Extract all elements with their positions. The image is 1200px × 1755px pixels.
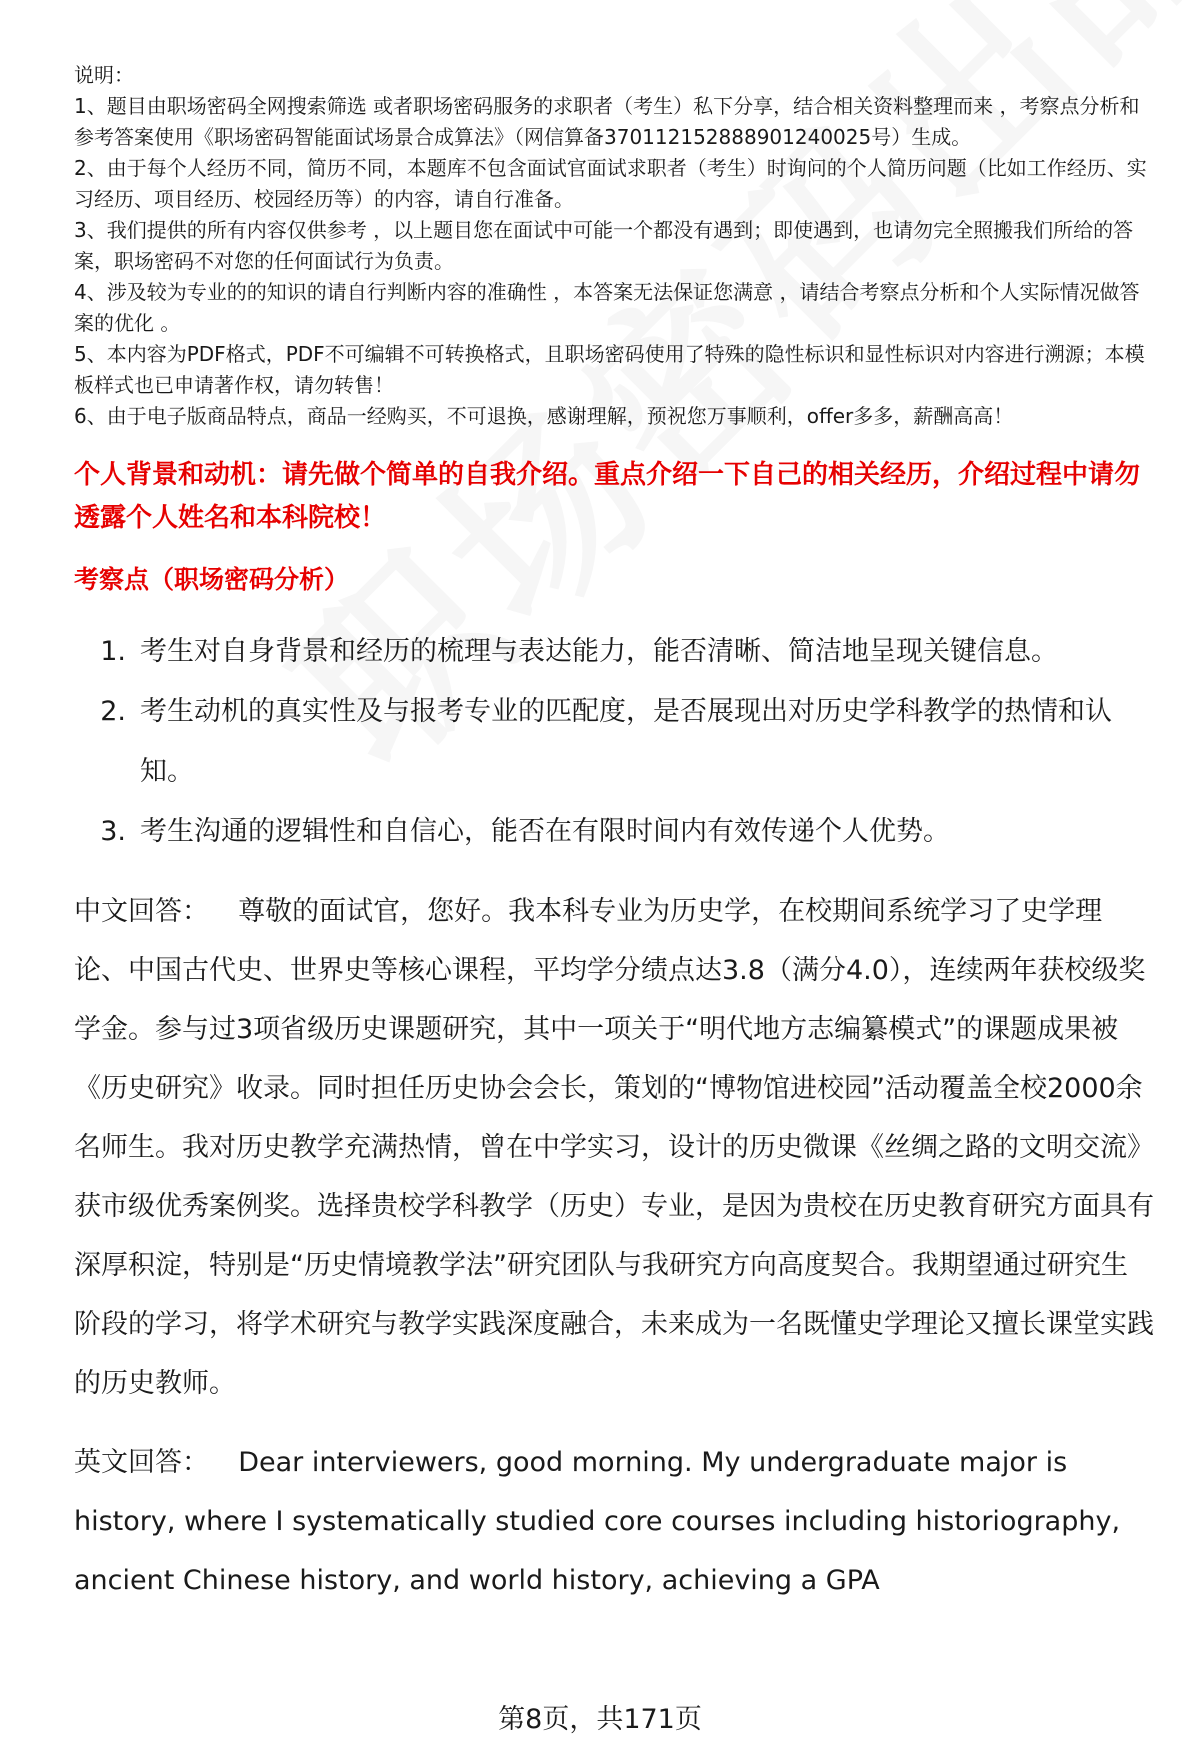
point-number: 3. xyxy=(100,816,126,847)
chinese-answer-label: 中文回答： xyxy=(74,896,209,927)
notes-section xyxy=(74,60,1154,432)
analysis-title: 考察点（职场密码分析） xyxy=(74,565,350,594)
analysis-point xyxy=(74,622,1154,682)
notes-item: 2、由于每个人经历不同，简历不同，本题库不包含面试官面试求职者（考生）时询问的个人简历问题（比如工作经历、实习经历、项目经历、校园经历等）的内容，请自行准备。 xyxy=(74,156,1147,211)
notes-item: 3、我们提供的所有内容仅供参考 ，以上题目您在面试中可能一个都没有遇到；即使遇到，也请勿完全照搬我们所给的答案，职场密码不对您的任何面试行为负责。 xyxy=(74,218,1134,273)
point-text: 考生对自身背景和经历的梳理与表达能力，能否清晰、简洁地呈现关键信息。 xyxy=(140,636,1058,667)
point-text: 考生沟通的逻辑性和自信心，能否在有限时间内有效传递个人优势。 xyxy=(140,816,950,847)
notes-item: 1、题目由职场密码全网搜索筛选 或者职场密码服务的求职者（考生）私下分享，结合相关资料整理而来 ，考察点分析和参考答案使用《职场密码智能面试场景合成算法》（网信算备370112152888901240025号）生成。 xyxy=(74,94,1140,149)
document-page xyxy=(74,60,1154,1610)
page-footer: 第8页，共171页 xyxy=(498,1704,702,1735)
english-answer-text: Dear interviewers, good morning. My undergraduate major is history, where I systematically studied core courses including historiography, ancient Chinese history, and world history, achieving a GPA xyxy=(74,1447,1121,1596)
notes-item: 5、本内容为PDF格式，PDF不可编辑不可转换格式，且职场密码使用了特殊的隐性标识和显性标识对内容进行溯源；本模板样式也已申请著作权，请勿转售！ xyxy=(74,342,1145,397)
analysis-point xyxy=(74,802,1154,862)
point-text: 考生动机的真实性及与报考专业的匹配度，是否展现出对历史学科教学的热情和认知。 xyxy=(140,696,1112,787)
chinese-answer xyxy=(74,882,1154,1413)
point-number: 1. xyxy=(100,636,126,667)
notes-item: 6、由于电子版商品特点，商品一经购买，不可退换，感谢理解，预祝您万事顺利，offer多多，薪酬高高！ xyxy=(74,404,1014,428)
english-answer-label: 英文回答： xyxy=(74,1447,209,1478)
chinese-answer-text: 尊敬的面试官，您好。我本科专业为历史学，在校期间系统学习了史学理论、中国古代史、世界史等核心课程，平均学分绩点达3.8（满分4.0），连续两年获校级奖学金。参与过3项省级历史课题研究，其中一项关于“明代地方志编纂模式”的课题成果被《历史研究》收录。同时担任历史协会会长，策划的“博物馆进校园”活动覆盖全校2000余名师生。我对历史教学充满热情，曾在中学实习，设计的历史微课《丝绸之路的文明交流》获市级优秀案例奖。选择贵校学科教学（历史）专业，是因为贵校在历史教育研究方面具有深厚积淀，特别是“历史情境教学法”研究团队与我研究方向高度契合。我期望通过研究生阶段的学习，将学术研究与教学实践深度融合，未来成为一名既懂史学理论又擅长课堂实践的历史教师。 xyxy=(74,896,1154,1399)
english-answer xyxy=(74,1433,1154,1610)
analysis-point xyxy=(74,682,1154,802)
question-heading: 个人背景和动机：请先做个简单的自我介绍。重点介绍一下自己的相关经历，介绍过程中请勿透露个人姓名和本科院校！ xyxy=(74,460,1141,533)
point-number: 2. xyxy=(100,696,126,727)
notes-title: 说明： xyxy=(74,63,134,87)
notes-item: 4、涉及较为专业的的知识的请自行判断内容的准确性 ，本答案无法保证您满意 ，请结合考察点分析和个人实际情况做答案的优化 。 xyxy=(74,280,1140,335)
analysis-points-list xyxy=(74,622,1154,862)
